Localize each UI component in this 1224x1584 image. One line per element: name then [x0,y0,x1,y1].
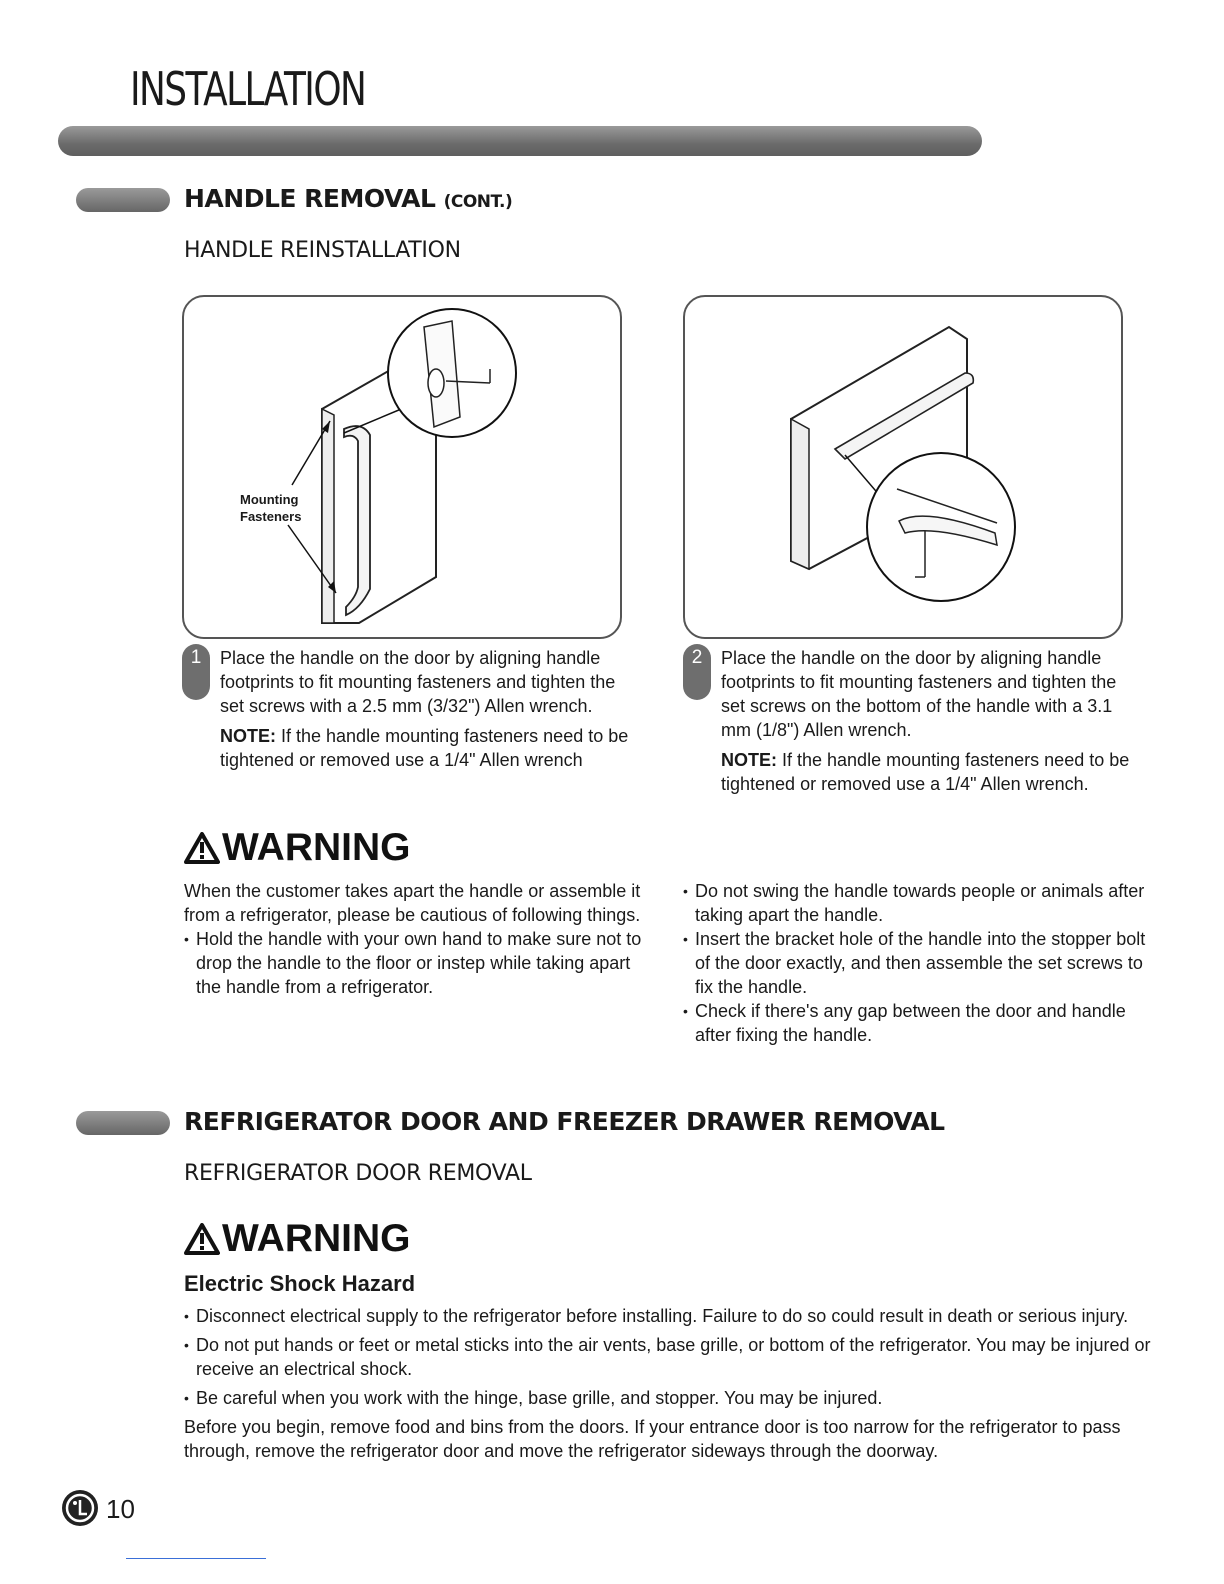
lg-logo-icon [60,1488,100,1533]
warning-2-bullet: • Be careful when you work with the hinge, base grille, and stopper. You may be injured. [184,1386,1154,1410]
warning-2-body [184,1304,1154,1463]
section-marker [76,188,170,212]
step-1-text-block [220,646,640,772]
warning-triangle-icon [184,1223,220,1255]
hazard-title: Electric Shock Hazard [184,1271,416,1296]
section-heading-door-removal: REFRIGERATOR DOOR AND FREEZER DRAWER REMOVAL [184,1107,945,1136]
warning-1-bullet: • Insert the bracket hole of the handle into the stopper bolt of the door exactly, and then assemble the set screws to fix the handle. [683,927,1163,999]
warning-2-title [184,1217,411,1261]
warning-1-bullet: • Do not swing the handle towards people or animals after taking apart the handle. [683,879,1163,927]
step-2-text: Place the handle on the door by aligning handle footprints to fit mounting fasteners and tighten the set screws on the bottom of the handle with a 3.1 mm (1/8") Allen wrench. [721,648,1117,740]
page-number: 10 [106,1494,135,1524]
subheading-refrigerator-door-removal: REFRIGERATOR DOOR REMOVAL [184,1161,532,1186]
note-label: NOTE: [721,750,777,770]
warning-2-bullet: • Do not put hands or feet or metal sticks into the air vents, base grille, or bottom of the refrigerator. You may be injured or receive an electrical shock. [184,1333,1154,1381]
step-1-badge: 1 [182,644,210,700]
warning-1-title-text: WARNING [222,826,411,869]
step-2-badge: 2 [683,644,711,700]
label-line-2: Fasteners [240,509,302,524]
figure-2-box [683,295,1123,639]
section-heading-suffix: (CONT.) [443,192,513,212]
step-2-note [721,748,1141,796]
warning-1-bullet: • Check if there's any gap between the door and handle after fixing the handle. [683,999,1163,1047]
subheading-handle-reinstallation: HANDLE REINSTALLATION [184,238,461,263]
label-line-1: Mounting [240,492,299,507]
warning-1-intro: When the customer takes apart the handle or assemble it from a refrigerator, please be cautious of following things. [184,881,641,925]
note-label: NOTE: [220,726,276,746]
section-heading-text: HANDLE REMOVAL [184,184,436,213]
warning-triangle-icon [184,832,220,864]
figure-2-illustration [685,297,1121,637]
title-bar [58,126,982,156]
warning-1-title [184,826,411,870]
figure-1-illustration [184,297,620,637]
section-marker [76,1111,170,1135]
warning-1-left-column [184,879,654,999]
warning-2-closing: Before you begin, remove food and bins from the doors. If your entrance door is too narrow for the refrigerator to pass through, remove the refrigerator door and move the refrigerator sideways through the doorway. [184,1417,1121,1461]
footer-line [126,1558,266,1559]
section-heading-handle-removal [184,184,512,213]
page-title: INSTALLATION [130,62,366,116]
warning-2-title-text: WARNING [222,1217,411,1260]
note-text: If the handle mounting fasteners need to be tightened or removed use a 1/4" Allen wrench [220,726,629,770]
warning-1-right-column [683,879,1163,1047]
step-1-text: Place the handle on the door by aligning handle footprints to fit mounting fasteners and tighten the set screws with a 2.5 mm (3/32") Allen wrench. [220,648,616,716]
warning-2-bullet: • Disconnect electrical supply to the refrigerator before installing. Failure to do so could result in death or serious injury. [184,1304,1154,1328]
step-1-note [220,724,640,772]
figure-1-box [182,295,622,639]
warning-1-bullet: • Hold the handle with your own hand to make sure not to drop the handle to the floor or instep while taking apart the handle from a refrigerator. [184,927,654,999]
step-2-text-block [721,646,1141,796]
note-text: If the handle mounting fasteners need to be tightened or removed use a 1/4" Allen wrench. [721,750,1130,794]
mounting-fasteners-label [240,491,301,525]
